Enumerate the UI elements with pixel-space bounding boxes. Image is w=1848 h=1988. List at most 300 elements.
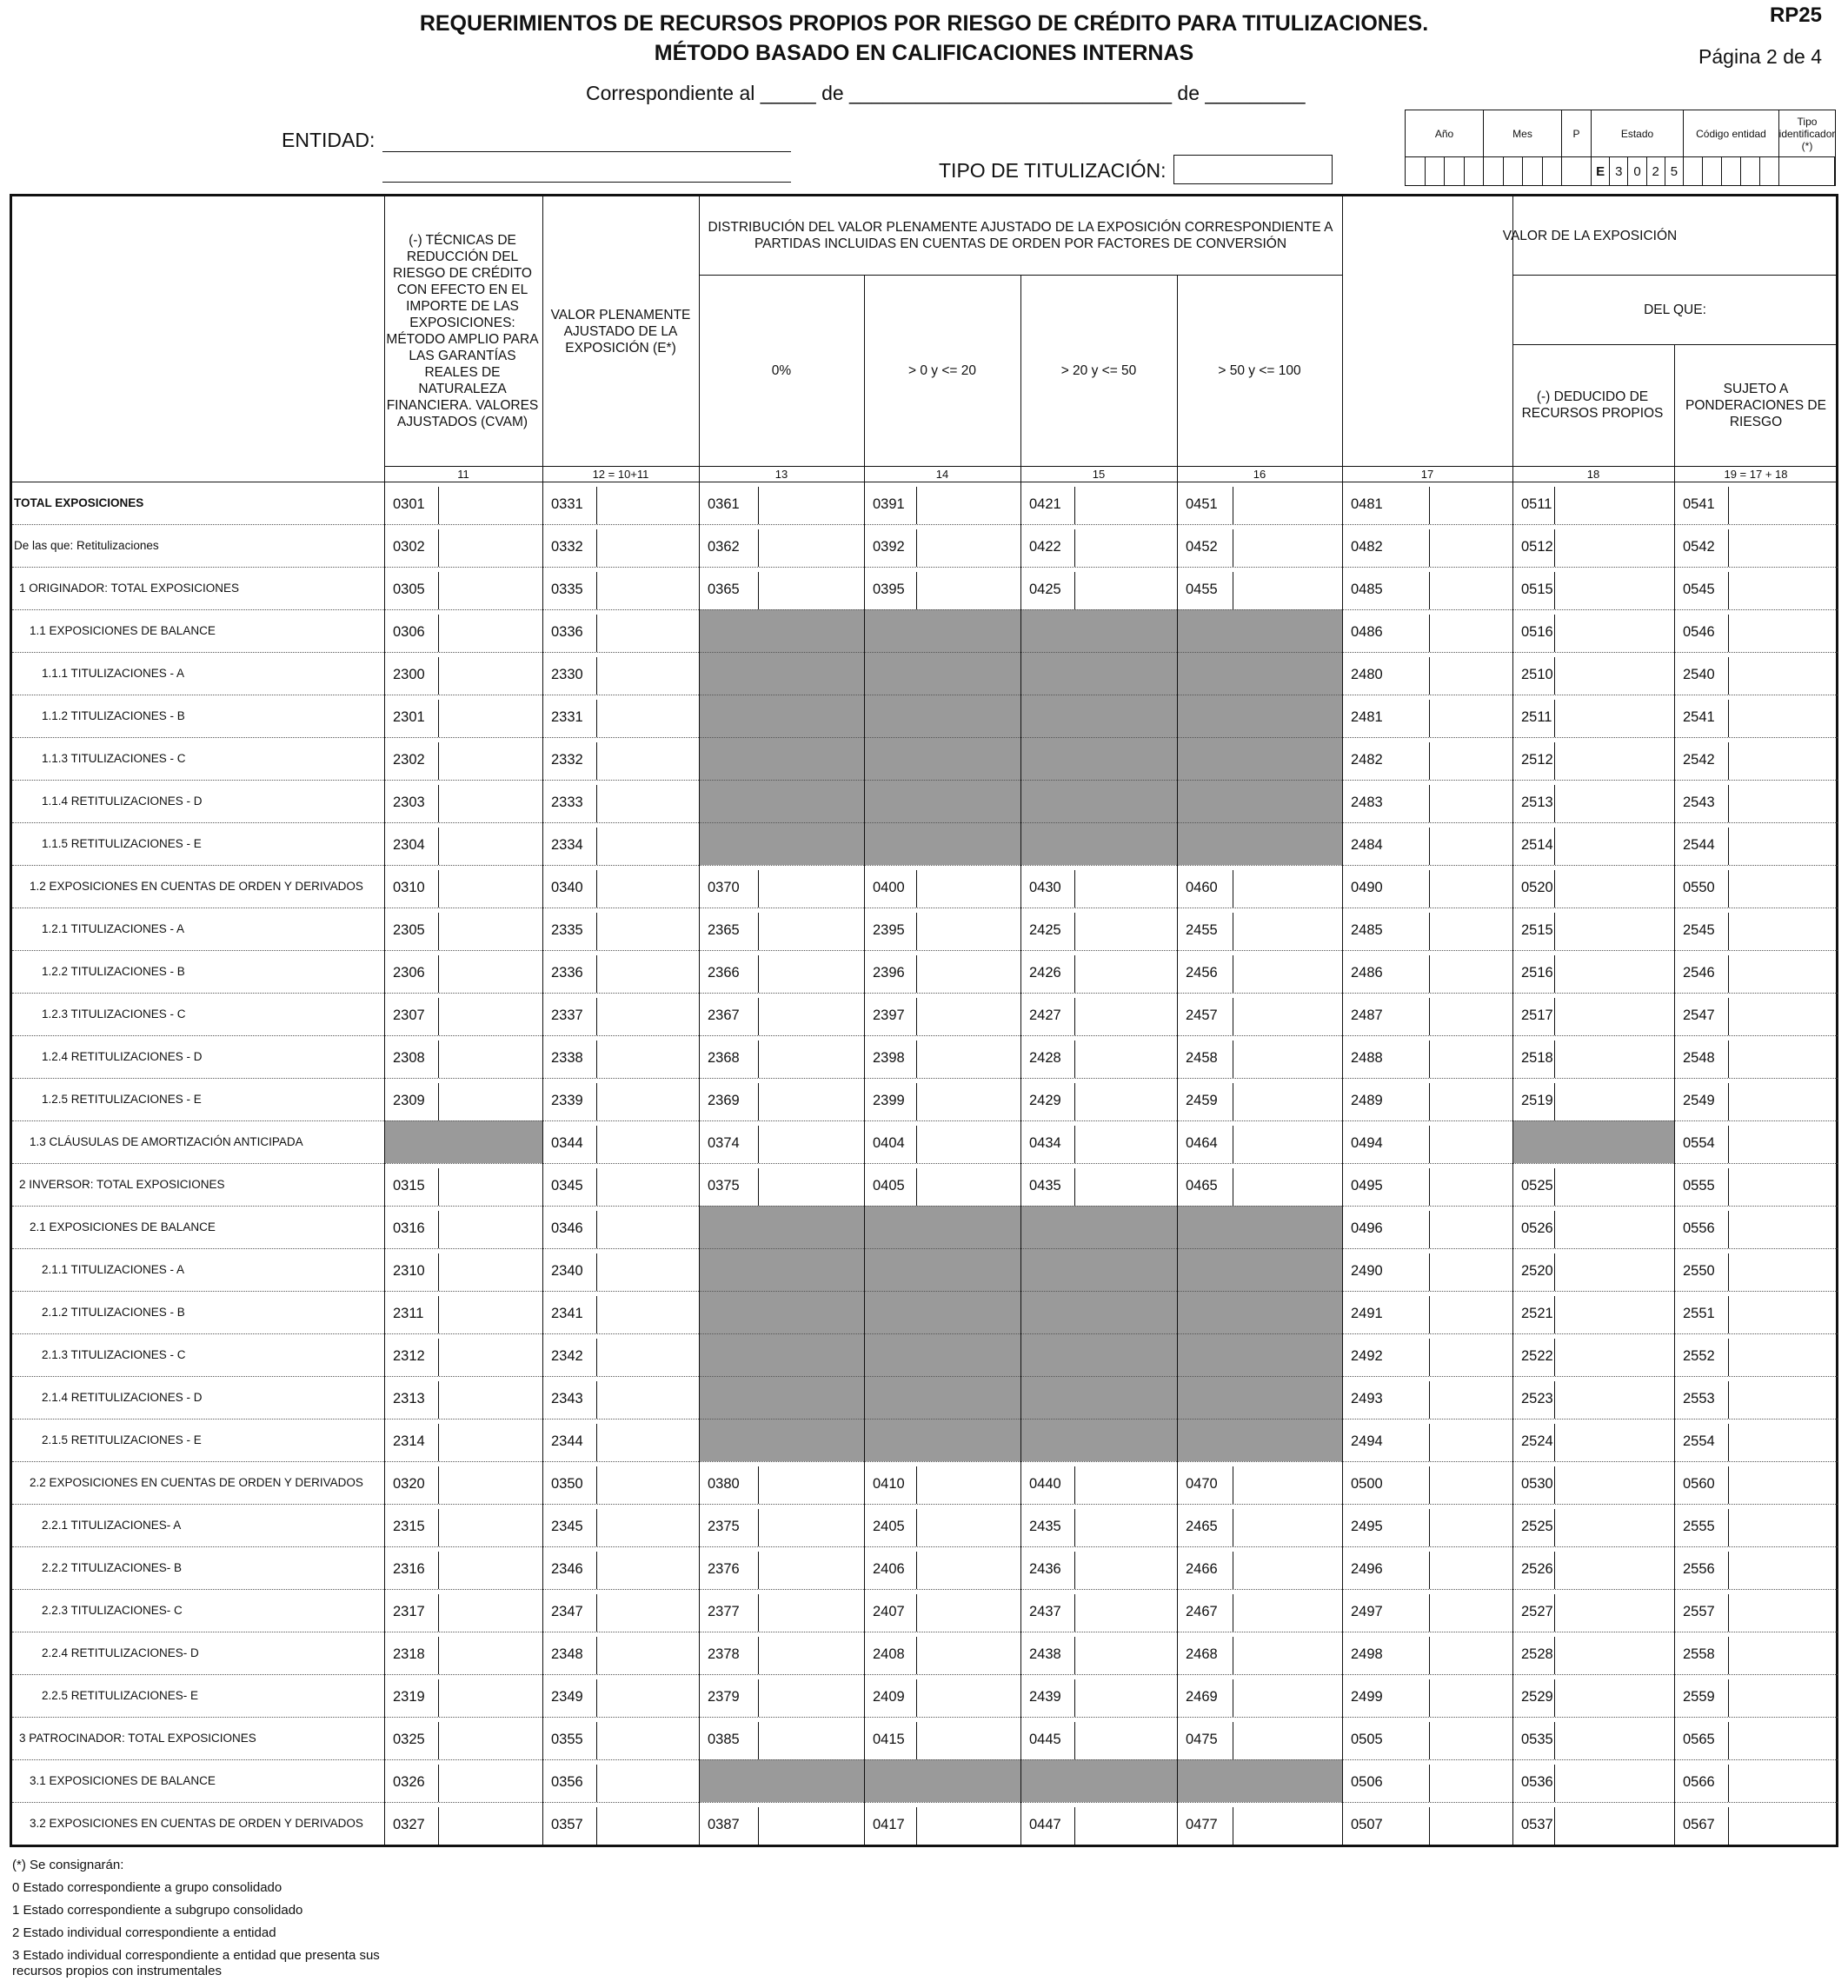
header-divider: [1512, 344, 1838, 345]
value-input-cell[interactable]: [1554, 742, 1555, 780]
identification-table: [1405, 110, 1836, 186]
value-input-cell[interactable]: [1429, 1168, 1430, 1206]
shaded-cell: [699, 1291, 864, 1333]
value-input-cell[interactable]: [1554, 1552, 1555, 1589]
value-input-cell[interactable]: [438, 955, 439, 993]
cell-code: 2365: [708, 922, 740, 938]
value-input-cell[interactable]: [1429, 870, 1430, 908]
value-input-cell[interactable]: [1429, 1637, 1430, 1674]
value-input-cell[interactable]: [1728, 828, 1729, 865]
value-input-cell[interactable]: [1074, 1594, 1075, 1632]
cell-code: 0391: [873, 496, 905, 512]
entidad-field-line-1[interactable]: [382, 151, 791, 152]
value-input-cell[interactable]: [596, 1211, 597, 1248]
value-input-cell[interactable]: [1728, 1552, 1729, 1589]
shaded-cell: [699, 780, 864, 822]
value-input-cell[interactable]: [916, 1083, 917, 1120]
value-input-cell[interactable]: [758, 1466, 759, 1504]
value-input-cell[interactable]: [1554, 615, 1555, 652]
id-input-cell[interactable]: [1406, 156, 1426, 185]
value-input-cell[interactable]: [596, 1083, 597, 1120]
value-input-cell[interactable]: [596, 742, 597, 780]
value-input-cell[interactable]: [438, 870, 439, 908]
cell-code: 0355: [551, 1732, 583, 1747]
id-input-cell[interactable]: [1684, 156, 1703, 185]
value-input-cell[interactable]: [438, 657, 439, 695]
cell-code: 2456: [1186, 965, 1218, 981]
value-input-cell[interactable]: [916, 1041, 917, 1078]
value-input-cell[interactable]: [758, 1041, 759, 1078]
cell-code: 2555: [1683, 1519, 1715, 1534]
estado-digit[interactable]: E: [1592, 156, 1610, 185]
value-input-cell[interactable]: [596, 1765, 597, 1802]
value-input-cell[interactable]: [1728, 1722, 1729, 1759]
value-input-cell[interactable]: [1728, 1253, 1729, 1291]
value-input-cell[interactable]: [596, 572, 597, 609]
value-input-cell[interactable]: [596, 1722, 597, 1759]
value-input-cell[interactable]: [758, 913, 759, 950]
cell-code: 0455: [1186, 582, 1218, 597]
cell-code: 2376: [708, 1561, 740, 1577]
value-input-cell[interactable]: [1429, 1679, 1430, 1717]
value-input-cell[interactable]: [1554, 1679, 1555, 1717]
value-input-cell[interactable]: [1429, 529, 1430, 567]
cell-code: 0481: [1351, 496, 1383, 512]
value-input-cell[interactable]: [758, 487, 759, 524]
value-input-cell[interactable]: [1554, 1765, 1555, 1802]
value-input-cell[interactable]: [1554, 1637, 1555, 1674]
value-input-cell[interactable]: [1728, 1339, 1729, 1376]
value-input-cell[interactable]: [1728, 913, 1729, 950]
value-input-cell[interactable]: [916, 1126, 917, 1163]
row-label: 2.2.2 TITULIZACIONES- B: [42, 1560, 183, 1574]
value-input-cell[interactable]: [916, 955, 917, 993]
value-input-cell[interactable]: [596, 1466, 597, 1504]
value-input-cell[interactable]: [596, 1381, 597, 1419]
cell-code: 0545: [1683, 582, 1715, 597]
value-input-cell[interactable]: [596, 785, 597, 822]
cell-code: 2551: [1683, 1306, 1715, 1321]
value-input-cell[interactable]: [1429, 1126, 1430, 1163]
value-input-cell[interactable]: [438, 615, 439, 652]
value-input-cell[interactable]: [758, 870, 759, 908]
value-input-cell[interactable]: [1554, 1296, 1555, 1333]
id-input-cell[interactable]: [1741, 156, 1760, 185]
value-input-cell[interactable]: [596, 657, 597, 695]
value-input-cell[interactable]: [758, 955, 759, 993]
row-label: 3.2 EXPOSICIONES EN CUENTAS DE ORDEN Y DERIVADOS: [30, 1816, 363, 1830]
col-13-header: 0%: [771, 362, 792, 378]
cell-code: 2547: [1683, 1007, 1715, 1023]
value-input-cell[interactable]: [438, 1637, 439, 1674]
value-input-cell[interactable]: [1728, 1466, 1729, 1504]
cell-code: 2407: [873, 1604, 905, 1619]
shaded-cell: [1020, 1333, 1177, 1376]
tipo-titulizacion-label: TIPO DE TITULIZACIÓN:: [939, 159, 1167, 182]
value-input-cell[interactable]: [1728, 1594, 1729, 1632]
value-input-cell[interactable]: [438, 1466, 439, 1504]
value-input-cell[interactable]: [1554, 700, 1555, 737]
column-number: 11: [457, 468, 469, 481]
value-input-cell[interactable]: [1074, 1552, 1075, 1589]
value-input-cell[interactable]: [438, 1807, 439, 1845]
value-input-cell[interactable]: [596, 913, 597, 950]
value-input-cell[interactable]: [916, 1509, 917, 1546]
value-input-cell[interactable]: [438, 700, 439, 737]
value-input-cell[interactable]: [438, 785, 439, 822]
value-input-cell[interactable]: [1728, 1679, 1729, 1717]
id-input-cell[interactable]: [1543, 156, 1563, 185]
value-input-cell[interactable]: [438, 998, 439, 1035]
value-input-cell[interactable]: [1074, 1466, 1075, 1504]
cell-code: 0301: [393, 496, 425, 512]
value-input-cell[interactable]: [1728, 1381, 1729, 1419]
value-input-cell[interactable]: [1554, 913, 1555, 950]
value-input-cell[interactable]: [1429, 998, 1430, 1035]
column-divider: [1674, 344, 1675, 1845]
value-input-cell[interactable]: [1074, 1679, 1075, 1717]
id-input-cell[interactable]: [1722, 156, 1741, 185]
value-input-cell[interactable]: [1074, 1041, 1075, 1078]
value-input-cell[interactable]: [758, 1126, 759, 1163]
value-input-cell[interactable]: [1074, 1168, 1075, 1206]
value-input-cell[interactable]: [1728, 742, 1729, 780]
value-input-cell[interactable]: [1554, 998, 1555, 1035]
value-input-cell[interactable]: [1074, 572, 1075, 609]
value-input-cell[interactable]: [1554, 1466, 1555, 1504]
value-input-cell[interactable]: [596, 1424, 597, 1461]
value-input-cell[interactable]: [758, 1637, 759, 1674]
value-input-cell[interactable]: [596, 1807, 597, 1845]
cell-code: 0344: [551, 1135, 583, 1151]
value-input-cell[interactable]: [1728, 615, 1729, 652]
value-input-cell[interactable]: [1728, 1168, 1729, 1206]
value-input-cell[interactable]: [1554, 828, 1555, 865]
value-input-cell[interactable]: [1554, 1381, 1555, 1419]
id-input-cell[interactable]: [1445, 156, 1465, 185]
value-input-cell[interactable]: [1429, 1466, 1430, 1504]
value-input-cell[interactable]: [438, 1381, 439, 1419]
cell-code: 2497: [1351, 1604, 1383, 1619]
value-input-cell[interactable]: [596, 1126, 597, 1163]
value-input-cell[interactable]: [438, 1509, 439, 1546]
value-input-cell[interactable]: [438, 487, 439, 524]
value-input-cell[interactable]: [1554, 572, 1555, 609]
value-input-cell[interactable]: [438, 1765, 439, 1802]
value-input-cell[interactable]: [1429, 1765, 1430, 1802]
value-input-cell[interactable]: [1554, 1168, 1555, 1206]
value-input-cell[interactable]: [916, 913, 917, 950]
estado-digit[interactable]: 2: [1647, 156, 1665, 185]
value-input-cell[interactable]: [1554, 1211, 1555, 1248]
value-input-cell[interactable]: [916, 1168, 917, 1206]
value-input-cell[interactable]: [1728, 955, 1729, 993]
value-input-cell[interactable]: [1728, 785, 1729, 822]
value-input-cell[interactable]: [1429, 1296, 1430, 1333]
shaded-cell: [864, 609, 1020, 652]
cell-code: 0380: [708, 1476, 740, 1492]
value-input-cell[interactable]: [1074, 1083, 1075, 1120]
value-input-cell[interactable]: [1074, 487, 1075, 524]
value-input-cell[interactable]: [596, 955, 597, 993]
value-input-cell[interactable]: [1728, 1041, 1729, 1078]
value-input-cell[interactable]: [1728, 998, 1729, 1035]
value-input-cell[interactable]: [758, 998, 759, 1035]
value-input-cell[interactable]: [758, 1168, 759, 1206]
value-input-cell[interactable]: [596, 1168, 597, 1206]
value-input-cell[interactable]: [1554, 1041, 1555, 1078]
value-input-cell[interactable]: [1554, 955, 1555, 993]
value-input-cell[interactable]: [438, 1041, 439, 1078]
value-input-cell[interactable]: [596, 700, 597, 737]
value-input-cell[interactable]: [1074, 1637, 1075, 1674]
row-label: 1 ORIGINADOR: TOTAL EXPOSICIONES: [19, 581, 240, 595]
value-input-cell[interactable]: [1728, 1126, 1729, 1163]
cell-code: 2335: [551, 922, 583, 938]
id-input-cell[interactable]: [1760, 156, 1779, 185]
value-input-cell[interactable]: [1728, 1509, 1729, 1546]
cell-code: 2310: [393, 1263, 425, 1279]
value-input-cell[interactable]: [1429, 1594, 1430, 1632]
id-input-cell[interactable]: [1504, 156, 1524, 185]
value-input-cell[interactable]: [916, 487, 917, 524]
value-input-cell[interactable]: [1429, 1509, 1430, 1546]
value-input-cell[interactable]: [1429, 615, 1430, 652]
row-label: 2.2.5 RETITULIZACIONES- E: [42, 1688, 199, 1702]
cell-code: 0565: [1683, 1732, 1715, 1747]
value-input-cell[interactable]: [438, 1594, 439, 1632]
value-input-cell[interactable]: [438, 1722, 439, 1759]
column-number: 12 = 10+11: [592, 468, 649, 481]
value-input-cell[interactable]: [438, 1296, 439, 1333]
value-input-cell[interactable]: [1429, 700, 1430, 737]
value-input-cell[interactable]: [1728, 1637, 1729, 1674]
value-input-cell[interactable]: [438, 1211, 439, 1248]
cell-code: 2455: [1186, 922, 1218, 938]
value-input-cell[interactable]: [1429, 785, 1430, 822]
shaded-cell: [1020, 1291, 1177, 1333]
value-input-cell[interactable]: [1429, 487, 1430, 524]
value-input-cell[interactable]: [596, 1339, 597, 1376]
value-input-cell[interactable]: [1429, 572, 1430, 609]
value-input-cell[interactable]: [1728, 1296, 1729, 1333]
value-input-cell[interactable]: [1728, 487, 1729, 524]
value-input-cell[interactable]: [1429, 1041, 1430, 1078]
value-input-cell[interactable]: [1554, 1253, 1555, 1291]
value-input-cell[interactable]: [1728, 700, 1729, 737]
value-input-cell[interactable]: [916, 998, 917, 1035]
value-input-cell[interactable]: [1074, 1126, 1075, 1163]
value-input-cell[interactable]: [1554, 1083, 1555, 1120]
id-input-cell[interactable]: [1779, 156, 1835, 185]
value-input-cell[interactable]: [1728, 870, 1729, 908]
value-input-cell[interactable]: [1074, 1509, 1075, 1546]
value-input-cell[interactable]: [1429, 1339, 1430, 1376]
value-input-cell[interactable]: [438, 1168, 439, 1206]
value-input-cell[interactable]: [1554, 529, 1555, 567]
value-input-cell[interactable]: [758, 1679, 759, 1717]
value-input-cell[interactable]: [758, 1807, 759, 1845]
value-input-cell[interactable]: [1074, 913, 1075, 950]
cell-code: 2519: [1521, 1093, 1553, 1108]
cell-code: 0302: [393, 539, 425, 555]
value-input-cell[interactable]: [1429, 742, 1430, 780]
value-input-cell[interactable]: [438, 913, 439, 950]
value-input-cell[interactable]: [916, 1679, 917, 1717]
value-input-cell[interactable]: [1074, 1722, 1075, 1759]
id-input-cell[interactable]: [1426, 156, 1446, 185]
id-input-cell[interactable]: [1484, 156, 1504, 185]
value-input-cell[interactable]: [596, 1594, 597, 1632]
cell-code: 2468: [1186, 1646, 1218, 1662]
value-input-cell[interactable]: [596, 998, 597, 1035]
value-input-cell[interactable]: [758, 572, 759, 609]
value-input-cell[interactable]: [758, 1509, 759, 1546]
id-input-cell[interactable]: [1465, 156, 1485, 185]
value-input-cell[interactable]: [1429, 1211, 1430, 1248]
entidad-label: ENTIDAD:: [282, 129, 376, 151]
value-input-cell[interactable]: [1554, 487, 1555, 524]
estado-digit[interactable]: 5: [1665, 156, 1684, 185]
value-input-cell[interactable]: [438, 572, 439, 609]
value-input-cell[interactable]: [1429, 955, 1430, 993]
col-19-header: SUJETO A PONDERACIONES DE RIESGO: [1685, 381, 1826, 429]
value-input-cell[interactable]: [1429, 1381, 1430, 1419]
value-input-cell[interactable]: [1728, 529, 1729, 567]
value-input-cell[interactable]: [916, 1807, 917, 1845]
value-input-cell[interactable]: [916, 870, 917, 908]
row-label: 2.2.4 RETITULIZACIONES- D: [42, 1646, 199, 1659]
cell-code: 0350: [551, 1476, 583, 1492]
value-input-cell[interactable]: [596, 1253, 597, 1291]
cell-code: 2344: [551, 1433, 583, 1449]
tipo-titulizacion-field[interactable]: [1173, 155, 1333, 184]
value-input-cell[interactable]: [916, 1722, 917, 1759]
value-input-cell[interactable]: [438, 1679, 439, 1717]
shaded-cell: [864, 737, 1020, 780]
shaded-cell: [699, 1333, 864, 1376]
id-header-5: Tipo identificador (*): [1778, 115, 1836, 152]
shaded-cell: [1177, 652, 1342, 695]
shaded-cell: [1177, 737, 1342, 780]
value-input-cell[interactable]: [596, 870, 597, 908]
value-input-cell[interactable]: [1429, 913, 1430, 950]
value-input-cell[interactable]: [1429, 1552, 1430, 1589]
value-input-cell[interactable]: [1554, 1424, 1555, 1461]
value-input-cell[interactable]: [1554, 870, 1555, 908]
value-input-cell[interactable]: [1728, 572, 1729, 609]
value-input-cell[interactable]: [596, 1041, 597, 1078]
id-input-cell[interactable]: [1523, 156, 1543, 185]
value-input-cell[interactable]: [596, 487, 597, 524]
cell-code: 2395: [873, 922, 905, 938]
value-input-cell[interactable]: [1429, 1083, 1430, 1120]
cell-code: 2490: [1351, 1263, 1383, 1279]
value-input-cell[interactable]: [758, 529, 759, 567]
value-input-cell[interactable]: [758, 1083, 759, 1120]
entidad-field-line-2[interactable]: [382, 182, 791, 183]
cell-code: 0425: [1029, 582, 1061, 597]
value-input-cell[interactable]: [596, 615, 597, 652]
value-input-cell[interactable]: [1429, 1807, 1430, 1845]
cell-code: 2436: [1029, 1561, 1061, 1577]
value-input-cell[interactable]: [758, 1552, 759, 1589]
cell-code: 2336: [551, 965, 583, 981]
value-input-cell[interactable]: [916, 572, 917, 609]
value-input-cell[interactable]: [596, 1552, 597, 1589]
value-input-cell[interactable]: [596, 1296, 597, 1333]
value-input-cell[interactable]: [1554, 1594, 1555, 1632]
value-input-cell[interactable]: [596, 1637, 597, 1674]
value-input-cell[interactable]: [596, 1509, 597, 1546]
cell-code: 2330: [551, 667, 583, 682]
value-input-cell[interactable]: [1554, 1509, 1555, 1546]
cell-code: 2367: [708, 1007, 740, 1023]
shaded-cell: [1020, 822, 1177, 865]
value-input-cell[interactable]: [1074, 998, 1075, 1035]
value-input-cell[interactable]: [596, 828, 597, 865]
value-input-cell[interactable]: [916, 1466, 917, 1504]
value-input-cell[interactable]: [1429, 1253, 1430, 1291]
value-input-cell[interactable]: [1429, 828, 1430, 865]
value-input-cell[interactable]: [1554, 785, 1555, 822]
value-input-cell[interactable]: [438, 1083, 439, 1120]
value-input-cell[interactable]: [1554, 657, 1555, 695]
value-input-cell[interactable]: [1074, 529, 1075, 567]
column-divider: [1342, 196, 1343, 1845]
value-input-cell[interactable]: [1728, 1083, 1729, 1120]
value-input-cell[interactable]: [1074, 870, 1075, 908]
value-input-cell[interactable]: [916, 529, 917, 567]
value-input-cell[interactable]: [438, 828, 439, 865]
value-input-cell[interactable]: [438, 742, 439, 780]
value-input-cell[interactable]: [438, 1253, 439, 1291]
column-divider: [542, 196, 543, 1845]
value-input-cell[interactable]: [1728, 1807, 1729, 1845]
value-input-cell[interactable]: [438, 1552, 439, 1589]
value-input-cell[interactable]: [1728, 1211, 1729, 1248]
value-input-cell[interactable]: [1429, 1424, 1430, 1461]
cell-code: 2311: [393, 1306, 424, 1321]
value-input-cell[interactable]: [1429, 657, 1430, 695]
value-input-cell[interactable]: [758, 1594, 759, 1632]
value-input-cell[interactable]: [438, 529, 439, 567]
value-input-cell[interactable]: [1074, 955, 1075, 993]
id-input-cell[interactable]: [1703, 156, 1722, 185]
value-input-cell[interactable]: [438, 1424, 439, 1461]
value-input-cell[interactable]: [758, 1722, 759, 1759]
value-input-cell[interactable]: [596, 529, 597, 567]
estado-digit[interactable]: 0: [1628, 156, 1646, 185]
value-input-cell[interactable]: [1728, 657, 1729, 695]
value-input-cell[interactable]: [1554, 1807, 1555, 1845]
value-input-cell[interactable]: [1728, 1424, 1729, 1461]
value-input-cell[interactable]: [596, 1679, 597, 1717]
value-input-cell[interactable]: [916, 1637, 917, 1674]
cell-code: 2545: [1683, 922, 1715, 938]
value-input-cell[interactable]: [916, 1594, 917, 1632]
value-input-cell[interactable]: [916, 1552, 917, 1589]
cell-code: 0434: [1029, 1135, 1061, 1151]
id-input-cell[interactable]: [1562, 156, 1592, 185]
value-input-cell[interactable]: [1554, 1722, 1555, 1759]
value-input-cell[interactable]: [1554, 1339, 1555, 1376]
value-input-cell[interactable]: [1429, 1722, 1430, 1759]
value-input-cell[interactable]: [1074, 1807, 1075, 1845]
estado-digit[interactable]: 3: [1610, 156, 1628, 185]
value-input-cell[interactable]: [1728, 1765, 1729, 1802]
value-input-cell[interactable]: [438, 1339, 439, 1376]
